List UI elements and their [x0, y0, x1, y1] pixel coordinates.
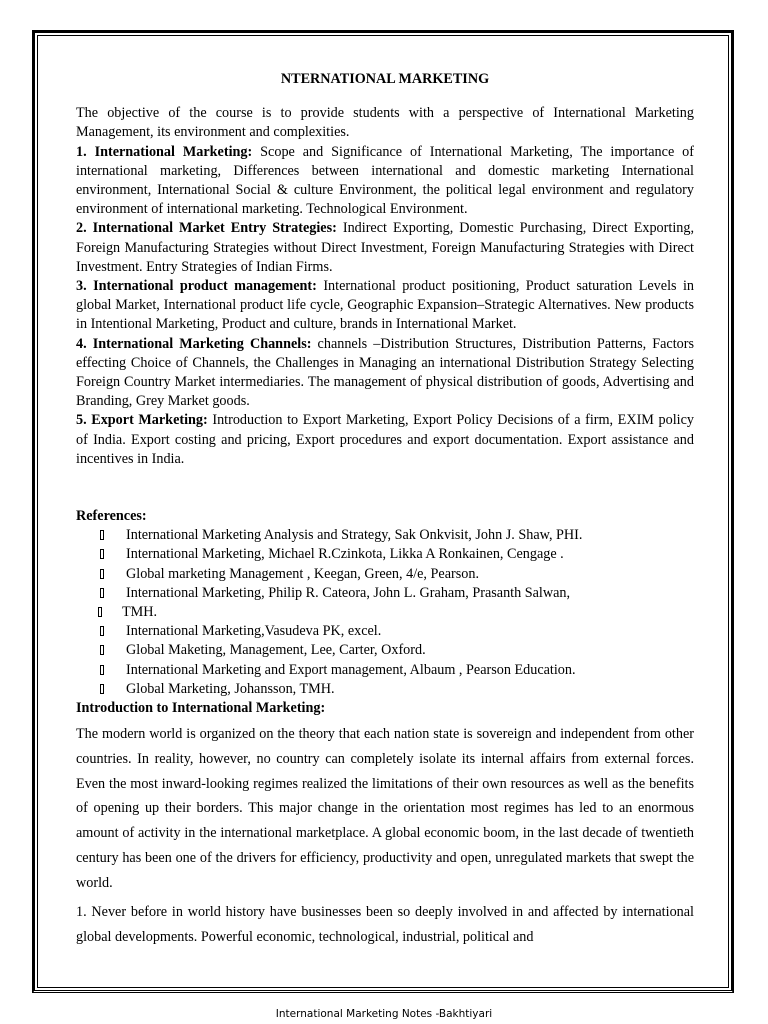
bullet-icon	[100, 645, 104, 655]
bullet-icon	[100, 530, 104, 540]
unit-1	[76, 143, 694, 220]
intro-paragraph-2: 1. Never before in world history have businesses been so deeply involved in and affected by international global developments. Powerful economic, technological, industrial, political and	[76, 904, 694, 945]
reference-text: International Marketing,Vasudeva PK, excel.	[126, 623, 382, 640]
reference-text: Global Marketing, Johansson, TMH.	[126, 680, 335, 697]
reference-item	[76, 545, 694, 564]
unit-5	[76, 411, 694, 469]
reference-item	[76, 641, 694, 660]
unit-2-heading: 2. International Market Entry Strategies:	[76, 220, 337, 237]
reference-item	[76, 603, 694, 622]
objective-paragraph: The objective of the course is to provide students with a perspective of International Marketing Management, its environment and complexities.	[76, 105, 694, 141]
bullet-icon	[98, 607, 102, 617]
unit-4-heading: 4. International Marketing Channels:	[76, 335, 312, 352]
reference-item	[76, 680, 694, 699]
unit-2-text: Indirect Exporting, Domestic Purchasing, Direct Exporting, Foreign Manufacturing Strategies without Direct Investment, Foreign Manufacturing Strategies with Direct Investment. Entry Strategies of Indian Firms.	[76, 220, 694, 275]
reference-text: International Marketing Analysis and Strategy, Sak Onkvisit, John J. Shaw, PHI.	[126, 527, 583, 544]
reference-text: International Marketing, Michael R.Czinkota, Likka A Ronkainen, Cengage .	[126, 546, 564, 563]
document-body	[76, 68, 694, 955]
reference-item	[76, 584, 694, 603]
unit-2	[76, 219, 694, 277]
bullet-icon	[100, 569, 104, 579]
bullet-icon	[100, 665, 104, 675]
unit-3	[76, 277, 694, 335]
document-title: NTERNATIONAL MARKETING	[280, 71, 490, 87]
page-footer: International Marketing Notes -Bakhtiyari	[275, 1008, 493, 1020]
reference-text: International Marketing and Export management, Albaum , Pearson Education.	[126, 661, 576, 678]
reference-item	[76, 565, 694, 584]
bullet-icon	[100, 626, 104, 636]
unit-1-heading: 1. International Marketing:	[76, 143, 253, 160]
references-list	[76, 526, 694, 699]
reference-text: TMH.	[122, 604, 158, 621]
unit-1-text: Scope and Significance of International Marketing, The importance of international marketing, Differences between international and domestic marketing International environment, International Social & culture Environment, the political legal environment and regulatory environment of international marketing. Technological Environment.	[76, 143, 694, 218]
intro-heading: Introduction to International Marketing:	[76, 700, 326, 717]
reference-item	[76, 661, 694, 680]
bullet-icon	[100, 588, 104, 598]
reference-item	[76, 622, 694, 641]
intro-paragraph-1: The modern world is organized on the theory that each nation state is sovereign and independent from other countries. In reality, however, no country can completely isolate its internal affairs from external forces. Even the most inward-looking regimes realized the limitations of their own resources as well as the benefits of opening up their borders. This major change in the orientation most regimes has led to an enormous amount of activity in the international marketplace. A global economic boom, in the last decade of twentieth century has been one of the drivers for efficiency, productivity and open, unregulated markets that swept the world.	[76, 726, 694, 891]
reference-text: Global marketing Management , Keegan, Green, 4/e, Pearson.	[126, 565, 479, 582]
bullet-icon	[100, 549, 104, 559]
reference-text: Global Maketing, Management, Lee, Carter, Oxford.	[126, 642, 426, 659]
references-heading: References:	[76, 508, 147, 525]
bullet-icon	[100, 684, 104, 694]
unit-5-heading: 5. Export Marketing:	[76, 412, 208, 429]
unit-4	[76, 335, 694, 412]
unit-4-text: channels –Distribution Structures, Distribution Patterns, Factors effecting Choice of Channels, the Challenges in Managing an international Distribution Strategy Selecting Foreign Country Market intermediaries. The management of physical distribution of goods, Advertising and Branding, Grey Market goods.	[76, 335, 694, 410]
unit-3-text: International product positioning, Product saturation Levels in global Market, International product life cycle, Geographic Expansion–Strategic Alternatives. New products in Intentional Marketing, Product and culture, brands in International Market.	[76, 278, 694, 333]
unit-3-heading: 3. International product management:	[76, 278, 317, 295]
reference-item	[76, 526, 694, 545]
unit-5-text: Introduction to Export Marketing, Export Policy Decisions of a firm, EXIM policy of India. Export costing and pricing, Export procedures and export documentation. Export assistance and incentives in India.	[76, 412, 694, 467]
reference-text: International Marketing, Philip R. Cateora, John L. Graham, Prasanth Salwan,	[126, 584, 571, 601]
